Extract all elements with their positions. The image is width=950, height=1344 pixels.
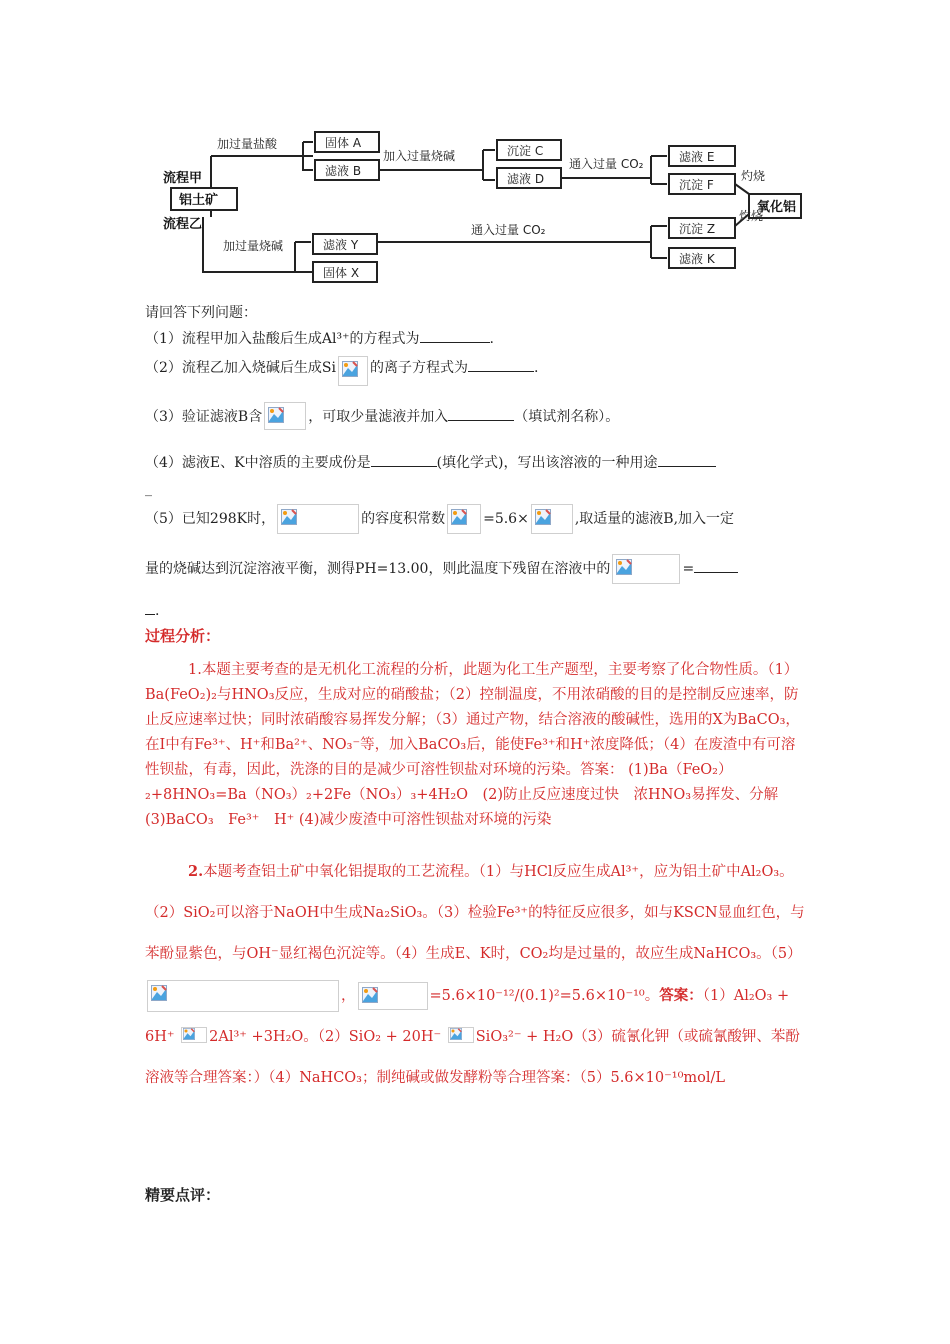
question-5-line-1: [145, 504, 734, 534]
questions-intro: 请回答下列问题：: [145, 305, 257, 321]
q4-dash: _: [145, 481, 152, 497]
precip-f-label: 沉淀 F: [679, 178, 714, 192]
q4-text-a: （4）滤液E、K中溶质的主要成份是: [145, 455, 371, 471]
analysis-p2-num: 2.: [188, 863, 204, 880]
broken-image-icon: [147, 980, 339, 1012]
q2-text-a: （2）流程乙加入烧碱后生成Si: [145, 360, 336, 376]
solid-x-label: 固体 X: [323, 266, 360, 280]
add-hcl-label: 加过量盐酸: [217, 137, 278, 151]
q5-text-a: （5）已知298K时，: [145, 511, 276, 527]
route-a-label: 流程甲: [163, 171, 203, 186]
calcine-1-label: 灼烧: [741, 169, 766, 183]
q1-text: （1）流程甲加入盐酸后生成Al³⁺的方程式为: [145, 331, 420, 347]
question-5-line-2: [145, 554, 738, 584]
q3-answer-blank: [448, 406, 514, 421]
analysis-p2-text-a: 本题考查铝土矿中氧化铝提取的工艺流程。（1）与HCl反应生成Al³⁺，应为铝土矿中Al₂O₃。（2）SiO₂可以溶于NaOH中生成Na₂SiO₃。（3）检验Fe³⁺的特征反应很多，如与KSCN显血红色，与苯酚显紫色，与OH⁻显红褐色沉淀等。（4）生成E、K时，CO₂均是过量的，故应生成NaHCO₃。（5）: [145, 864, 805, 962]
analysis-paragraph-1: [145, 658, 807, 833]
q5-text-d: ,取适量的滤液B,加入一定: [574, 511, 735, 527]
q5-text-e: 量的烧碱达到沉淀溶液平衡，测得PH=13.00，则此温度下残留在溶液中的: [145, 561, 611, 577]
question-4: [145, 452, 716, 472]
filtrate-k-label: 滤液 K: [679, 252, 715, 266]
q5-text-g: .: [155, 603, 160, 619]
review-heading: 精要点评：: [145, 1186, 221, 1204]
filtrate-y-label: 滤液 Y: [323, 238, 359, 252]
broken-image-icon: [277, 504, 359, 534]
filtrate-b-label: 滤液 B: [325, 164, 362, 178]
alumina-label: 氧化铝: [757, 200, 797, 215]
precip-c-label: 沉淀 C: [507, 144, 544, 158]
broken-image-icon: [612, 554, 680, 584]
analysis-p2-comma: ，: [341, 988, 356, 1004]
question-1: [145, 328, 494, 348]
broken-image-icon: [531, 504, 573, 534]
q4-answer-blank-2: [658, 452, 716, 467]
q3-text-c: （填试剂名称）。: [514, 409, 620, 425]
filtrate-e-label: 滤液 E: [679, 150, 715, 164]
q5-text-b: 的容度积常数: [361, 511, 446, 527]
analysis-p1-text: 1.本题主要考查的是无机化工流程的分析，此题为化工生产题型，主要考察了化合物性质。（1）Ba(FeO₂)₂与HNO₃反应，生成对应的硝酸盐；（2）控制温度，不用浓硝酸的目的是控制反应速率，防止反应速率过快；同时浓硝酸容易挥发分解；（3）通过产物，结合溶液的酸碱性，选用的X为BaCO₃，在Ⅰ中有Fe³⁺、H⁺和Ba²⁺、NO₃⁻等，加入BaCO₃后，能使Fe³⁺和H⁺浓度降低；（4）在废渣中有可溶性钡盐，有毒，因此，洗涤的目的是减少可溶性钡盐对环境的污染。答案： (1)Ba（FeO₂）₂+8HNO₃=Ba（NO₃）₂+2Fe（NO₃）₃+4H₂O (2)防止反应速度过快 浓HNO₃易挥发、分解 (3)BaCO₃ Fe³⁺ H⁺ (4)减少废渣中可溶性钡盐对环境的污染: [145, 662, 800, 828]
q4-text-b: (填化学式)，写出该溶液的一种用途: [436, 455, 658, 471]
analysis-p2-text-c: （1）Al₂O₃ + 6H⁺: [145, 988, 790, 1045]
analysis-heading: 过程分析：: [145, 627, 221, 645]
broken-image-icon: [264, 402, 306, 430]
q4-answer-blank-1: [371, 452, 437, 467]
analysis-p2-text-d: 2Al³⁺ +3H₂O。（2）SiO₂ + 20H⁻: [209, 1029, 446, 1045]
q5-answer-blank-cont: [145, 600, 155, 615]
q5-text-c: =5.6×: [483, 511, 529, 527]
analysis-answer-label: 答案: [659, 987, 689, 1004]
broken-image-icon: [448, 1027, 474, 1043]
q2-answer-blank: [468, 357, 534, 372]
analysis-p2-text-e: SiO₃²⁻ + H₂O（3）硫氰化钾（或硫氰酸钾、苯酚溶液等合理答案：）（4）NaHCO₃；制纯碱或做发酵粉等合理答案：（5）5.6×10⁻¹⁰mol/L: [145, 1029, 800, 1086]
q3-text-b: ，可取少量滤液并加入: [308, 409, 449, 425]
filtrate-d-label: 滤液 D: [507, 172, 545, 186]
analysis-paragraph-2: [145, 851, 807, 1099]
precip-z-label: 沉淀 Z: [679, 222, 716, 236]
solid-a-label: 固体 A: [325, 136, 362, 150]
analysis-p2-text-b: =5.6×10⁻¹²/(0.1)²=5.6×10⁻¹⁰。: [429, 988, 660, 1004]
q1-end: .: [489, 331, 494, 347]
ore-label: 铝土矿: [179, 193, 219, 208]
q2-end: .: [533, 360, 539, 376]
pass-co2-1-label: 通入过量 CO₂: [569, 157, 644, 171]
question-2: [145, 356, 538, 386]
q2-text-b: 的离子方程式为: [369, 360, 468, 376]
q5-answer-blank: [694, 558, 738, 573]
pass-co2-2-label: 通入过量 CO₂: [471, 223, 546, 237]
broken-image-icon: [181, 1027, 207, 1043]
q3-text-a: （3）验证滤液B含: [145, 409, 263, 425]
process-flow-diagram: [145, 122, 805, 294]
broken-image-icon: [358, 982, 428, 1010]
route-b-label: 流程乙: [163, 217, 203, 232]
broken-image-icon: [338, 356, 368, 386]
analysis-answer-colon: ：: [688, 987, 703, 1004]
calcine-2-label: 灼烧: [739, 209, 764, 223]
question-3: [145, 402, 619, 430]
question-5-line-3: [145, 600, 159, 620]
broken-image-icon: [447, 504, 481, 534]
q5-text-f: =: [682, 561, 695, 577]
add-naoh-excess-label: 加入过量烧碱: [383, 149, 456, 163]
add-naoh-label: 加过量烧碱: [223, 239, 284, 253]
q1-answer-blank: [420, 328, 490, 343]
